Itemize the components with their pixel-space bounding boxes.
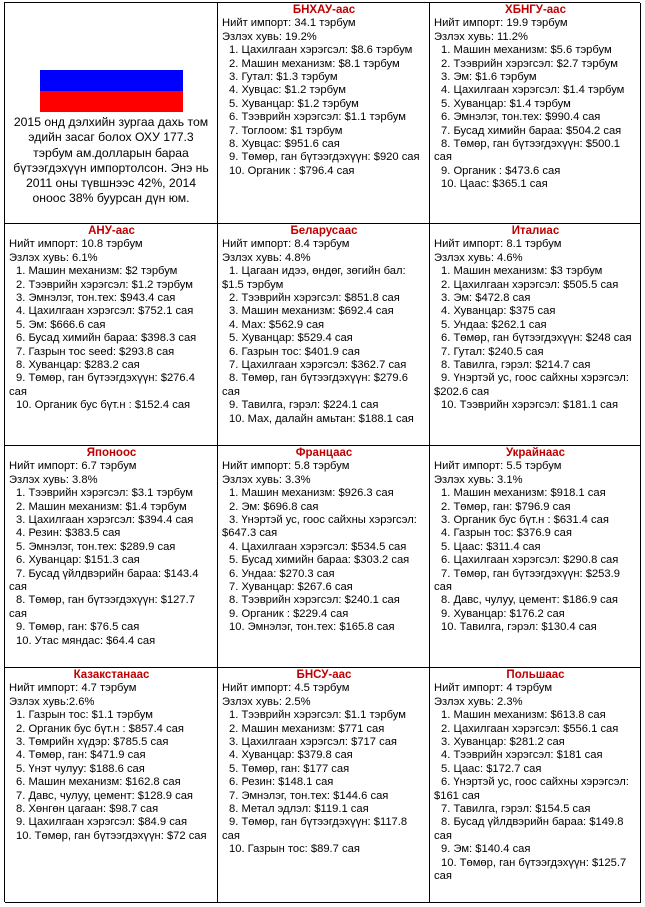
import-item-text: 3. Хуванцар: $281.2 сая bbox=[441, 736, 565, 749]
import-item-text: 8. Бусад үйлдвэрийн бараа: $149.8 сая bbox=[434, 816, 624, 842]
import-item-text: 8. Хувцас: $951.6 сая bbox=[229, 138, 340, 151]
import-item-text: 1. Машин механизм: $926.3 сая bbox=[229, 487, 394, 500]
import-item-text: 2. Тээврийн хэрэгсэл: $2.7 тэрбум bbox=[441, 57, 618, 70]
intro-text: 2015 онд дэлхийн зургаа дахь том эдийн засаг болох ОХУ 177.3 тэрбум ам.долларын бараа бүтээгдэхүүн импортолсон. Энэ нь 2011 оны түвшнээс 42%, 2014 оноос 38% буурсан дүн юм. bbox=[13, 115, 209, 206]
import-item bbox=[222, 71, 426, 84]
country-title: БНХАУ-аас bbox=[292, 4, 356, 16]
import-item-text: 7. Цахилгаан хэрэгсэл: $362.7 сая bbox=[229, 359, 407, 372]
import-item bbox=[222, 58, 426, 71]
import-item-text: 6. Тээврийн хэрэгсэл: $1.1 тэрбум bbox=[229, 111, 406, 124]
import-item-text: 8. Тээврийн хэрэгсэл: $240.1 сая bbox=[229, 594, 400, 607]
import-item-text: 6. Үнэртэй ус, гоос сайхны хэрэгсэл: $161 сая bbox=[434, 776, 629, 802]
country-cell bbox=[430, 446, 641, 668]
country-title: Польшаас bbox=[506, 669, 565, 681]
import-item bbox=[434, 608, 637, 621]
import-item bbox=[9, 332, 214, 345]
import-item bbox=[9, 399, 214, 412]
import-item-text: 6. Машин механизм: $162.8 сая bbox=[16, 776, 181, 789]
import-share: Эзлэх хувь: 4.8% bbox=[222, 251, 311, 264]
russia-flag-icon bbox=[40, 49, 183, 112]
import-table bbox=[4, 2, 640, 902]
import-item-text: 7. Тоглоом: $1 тэрбум bbox=[229, 124, 343, 137]
country-title: Японоос bbox=[86, 447, 137, 459]
import-item-text: 1. Машин механизм: $5.6 тэрбум bbox=[441, 44, 612, 57]
import-item bbox=[222, 111, 426, 124]
import-item-text: 7. Бусад үйлдвэрийн бараа: $143.4 сая bbox=[9, 567, 199, 594]
import-item bbox=[222, 292, 426, 305]
import-share: Эзлэх хувь:2.6% bbox=[9, 695, 95, 708]
import-item-text: 7. Хуванцар: $267.6 сая bbox=[229, 581, 353, 594]
total-import: Нийт импорт: 5.5 тэрбум bbox=[434, 460, 562, 473]
import-item bbox=[222, 413, 426, 426]
import-item bbox=[9, 790, 214, 803]
import-item bbox=[9, 763, 214, 776]
import-items-list bbox=[9, 487, 214, 648]
import-item bbox=[9, 372, 214, 399]
import-item-text: 6. Резин: $148.1 сая bbox=[229, 776, 334, 789]
import-item bbox=[434, 803, 637, 816]
import-item-text: 7. Газрын тос seed: $293.8 сая bbox=[16, 345, 175, 358]
import-item bbox=[434, 541, 637, 554]
import-item bbox=[434, 178, 637, 191]
import-item bbox=[222, 541, 426, 554]
import-item-text: 2. Эм: $696.8 сая bbox=[229, 500, 319, 513]
import-share: Эзлэх хувь: 6.1% bbox=[9, 251, 98, 264]
import-item-text: 4. Цахилгаан хэрэгсэл: $534.5 сая bbox=[229, 540, 407, 553]
import-items-list bbox=[434, 265, 637, 412]
import-item-text: 10. Газрын тос: $89.7 сая bbox=[229, 843, 360, 856]
import-item bbox=[9, 830, 214, 843]
import-item bbox=[222, 763, 426, 776]
import-item bbox=[434, 776, 637, 803]
import-item-text: 4. Хуванцар: $379.8 сая bbox=[229, 749, 353, 762]
import-item bbox=[9, 319, 214, 332]
import-item-text: 8. Төмөр, ган бүтээгдэхүүн: $127.7 сая bbox=[9, 594, 195, 620]
import-item bbox=[9, 527, 214, 540]
country-title: Казакстанаас bbox=[73, 669, 150, 681]
import-item bbox=[222, 554, 426, 567]
import-item bbox=[9, 305, 214, 318]
import-item bbox=[434, 763, 637, 776]
import-item bbox=[222, 372, 426, 399]
import-item-text: 10. Органик бус бүт.н : $152.4 сая bbox=[16, 399, 191, 412]
import-item-text: 1. Машин механизм: $2 тэрбум bbox=[16, 265, 178, 278]
import-item-text: 10. Органик : $796.4 сая bbox=[229, 164, 355, 177]
country-cell bbox=[5, 446, 218, 668]
import-item-text: 4. Цахилгаан хэрэгсэл: $1.4 тэрбум bbox=[441, 84, 625, 97]
import-item bbox=[434, 568, 637, 595]
import-items-list bbox=[222, 44, 426, 178]
import-item bbox=[434, 332, 637, 345]
import-item bbox=[9, 776, 214, 789]
import-item-text: 1. Газрын тос: $1.1 тэрбум bbox=[16, 709, 153, 722]
import-item-text: 2. Машин механизм: $1.4 тэрбум bbox=[16, 500, 187, 513]
import-item bbox=[222, 581, 426, 594]
import-item-text: 9. Цахилгаан хэрэгсэл: $84.9 сая bbox=[16, 816, 188, 829]
import-item-text: 9. Органик : $473.6 сая bbox=[441, 164, 561, 177]
import-item-text: 4. Газрын тос: $376.9 сая bbox=[441, 527, 572, 540]
import-item-text: 5. Хуванцар: $1.4 тэрбум bbox=[441, 97, 571, 110]
import-item bbox=[222, 594, 426, 607]
import-item-text: 1. Тээврийн хэрэгсэл: $3.1 тэрбум bbox=[16, 487, 193, 500]
total-import: Нийт импорт: 4.7 тэрбум bbox=[9, 682, 137, 695]
import-item-text: 5. Ундаа: $262.1 сая bbox=[441, 318, 547, 331]
import-item bbox=[222, 749, 426, 762]
import-item-text: 7. Тавилга, гэрэл: $154.5 сая bbox=[441, 803, 591, 816]
import-item bbox=[222, 514, 426, 541]
import-item bbox=[434, 501, 637, 514]
total-import: Нийт импорт: 19.9 тэрбум bbox=[434, 17, 568, 30]
import-item bbox=[434, 346, 637, 359]
import-item-text: 4. Тээврийн хэрэгсэл: $181 сая bbox=[441, 749, 603, 762]
import-item-text: 4. Төмөр, ган: $471.9 сая bbox=[16, 749, 146, 762]
import-share: Эзлэх хувь: 3.3% bbox=[222, 473, 311, 486]
import-item bbox=[222, 776, 426, 789]
import-item-text: 3. Машин механизм: $692.4 сая bbox=[229, 305, 394, 318]
import-item-text: 5. Цаас: $172.7 сая bbox=[441, 762, 542, 775]
import-share: Эзлэх хувь: 19.2% bbox=[222, 30, 317, 43]
country-cell bbox=[430, 224, 641, 446]
import-item-text: 9. Үнэртэй ус, гоос сайхны хэрэгсэл: $202.6 сая bbox=[434, 372, 629, 398]
total-import: Нийт импорт: 8.4 тэрбум bbox=[222, 238, 350, 251]
import-share: Эзлэх хувь: 3.8% bbox=[9, 473, 98, 486]
import-item bbox=[9, 487, 214, 500]
import-item bbox=[434, 359, 637, 372]
import-item bbox=[434, 843, 637, 856]
import-item bbox=[9, 709, 214, 722]
import-item-text: 2. Тээврийн хэрэгсэл: $851.8 сая bbox=[229, 292, 400, 305]
import-item bbox=[222, 151, 426, 164]
import-item-text: 9. Хуванцар: $176.2 сая bbox=[441, 607, 565, 620]
import-item bbox=[222, 84, 426, 97]
import-share: Эзлэх хувь: 2.3% bbox=[434, 695, 523, 708]
import-item-text: 9. Төмөр, ган бүтээгдэхүүн: $276.4 сая bbox=[9, 372, 195, 398]
import-item bbox=[222, 265, 426, 292]
import-item-text: 5. Үнэт чулуу: $188.6 сая bbox=[16, 762, 145, 775]
import-item-text: 8. Метал эдлэл: $119.1 сая bbox=[229, 803, 369, 816]
import-items-list bbox=[9, 265, 214, 412]
total-import: Нийт импорт: 4.5 тэрбум bbox=[222, 682, 350, 695]
import-item bbox=[9, 816, 214, 829]
import-item bbox=[222, 709, 426, 722]
import-item-text: 3. Эм: $472.8 сая bbox=[441, 292, 531, 305]
import-item-text: 8. Төмөр, ган бүтээгдэхүүн: $279.6 сая bbox=[222, 372, 408, 398]
import-item-text: 1. Цахилгаан хэрэгсэл: $8.6 тэрбум bbox=[229, 44, 413, 57]
import-item bbox=[434, 138, 637, 165]
import-item-text: 10. Мах, далайн амьтан: $188.1 сая bbox=[229, 412, 414, 425]
import-item-text: 3. Цахилгаан хэрэгсэл: $717 сая bbox=[229, 736, 397, 749]
import-item bbox=[222, 487, 426, 500]
import-item-text: 1. Тээврийн хэрэгсэл: $1.1 тэрбум bbox=[229, 709, 406, 722]
import-item-text: 6. Бусад химийн бараа: $398.3 сая bbox=[16, 332, 197, 345]
import-share: Эзлэх хувь: 3.1% bbox=[434, 473, 523, 486]
import-item-text: 9. Төмөр, ган: $76.5 сая bbox=[16, 621, 140, 634]
country-title: ХБНГУ-аас bbox=[505, 4, 566, 16]
import-item-text: 4. Хуванцар: $375 сая bbox=[441, 305, 556, 318]
import-item-text: 6. Эмнэлэг, тон.тех: $990.4 сая bbox=[441, 111, 601, 124]
import-item-text: 4. Мах: $562.9 сая bbox=[229, 318, 325, 331]
import-item bbox=[9, 568, 214, 595]
total-import: Нийт импорт: 34.1 тэрбум bbox=[222, 17, 356, 30]
import-item-text: 5. Цаас: $311.4 сая bbox=[441, 540, 541, 553]
import-item bbox=[434, 58, 637, 71]
import-item bbox=[222, 138, 426, 151]
import-item-text: 1. Машин механизм: $3 тэрбум bbox=[441, 265, 603, 278]
import-item bbox=[434, 125, 637, 138]
import-item bbox=[434, 857, 637, 884]
import-item bbox=[9, 635, 214, 648]
import-share: Эзлэх хувь: 11.2% bbox=[434, 30, 528, 43]
import-item-text: 7. Гутал: $240.5 сая bbox=[441, 345, 544, 358]
import-item-text: 2. Органик бус бүт.н : $857.4 сая bbox=[16, 722, 184, 735]
import-item bbox=[434, 514, 637, 527]
import-items-list bbox=[222, 709, 426, 856]
import-item bbox=[222, 346, 426, 359]
import-items-list bbox=[222, 265, 426, 426]
country-cell bbox=[5, 224, 218, 446]
import-item bbox=[434, 98, 637, 111]
import-item-text: 3. Эмнэлэг, тон.тех: $943.4 сая bbox=[16, 292, 176, 305]
import-item-text: 8. Тавилга, гэрэл: $214.7 сая bbox=[441, 359, 591, 372]
import-item bbox=[434, 594, 637, 607]
import-item-text: 9. Төмөр, ган бүтээгдэхүүн: $117.8 сая bbox=[222, 816, 408, 842]
import-item bbox=[9, 279, 214, 292]
total-import: Нийт импорт: 10.8 тэрбум bbox=[9, 238, 143, 251]
import-item-text: 5. Хуванцар: $529.4 сая bbox=[229, 332, 353, 345]
import-item-text: 7. Бусад химийн бараа: $504.2 сая bbox=[441, 124, 622, 137]
country-cell bbox=[430, 668, 641, 903]
import-item bbox=[434, 487, 637, 500]
import-item bbox=[222, 790, 426, 803]
import-item-text: 2. Машин механизм: $771 сая bbox=[229, 722, 385, 735]
country-cell bbox=[218, 446, 430, 668]
import-item-text: 7. Төмөр, ган бүтээгдэхүүн: $253.9 сая bbox=[434, 567, 620, 594]
import-item bbox=[9, 359, 214, 372]
import-item bbox=[9, 346, 214, 359]
import-item-text: 1. Цагаан идээ, өндөг, зөгийн бал: $1.5 тэрбум bbox=[222, 265, 406, 291]
import-item bbox=[222, 125, 426, 138]
import-item bbox=[434, 709, 637, 722]
total-import: Нийт импорт: 8.1 тэрбум bbox=[434, 238, 562, 251]
import-item-text: 10. Цаас: $365.1 сая bbox=[441, 178, 548, 191]
import-item-text: 8. Хөнгөн цагаан: $98.7 сая bbox=[16, 803, 159, 816]
country-cell bbox=[218, 224, 430, 446]
total-import: Нийт импорт: 4 тэрбум bbox=[434, 682, 553, 695]
import-item bbox=[9, 621, 214, 634]
import-item-text: 6. Төмөр, ган бүтээгдэхүүн: $248 сая bbox=[441, 332, 632, 345]
import-item bbox=[434, 749, 637, 762]
import-item-text: 10. Төмөр, ган бүтээгдэхүүн: $125.7 сая bbox=[434, 856, 627, 883]
import-item bbox=[222, 165, 426, 178]
import-item-text: 2. Цахилгаан хэрэгсэл: $505.5 сая bbox=[441, 278, 619, 291]
import-item-text: 8. Төмөр, ган бүтээгдэхүүн: $500.1 сая bbox=[434, 138, 620, 164]
import-item-text: 1. Машин механизм: $613.8 сая bbox=[441, 709, 606, 722]
import-item bbox=[222, 736, 426, 749]
import-item bbox=[434, 816, 637, 843]
import-item bbox=[9, 514, 214, 527]
import-item-text: 6. Газрын тос: $401.9 сая bbox=[229, 345, 360, 358]
import-item-text: 8. Хуванцар: $283.2 сая bbox=[16, 359, 140, 372]
import-item bbox=[434, 621, 637, 634]
import-share: Эзлэх хувь: 2.5% bbox=[222, 695, 311, 708]
import-item bbox=[222, 359, 426, 372]
import-item bbox=[222, 44, 426, 57]
import-item bbox=[9, 541, 214, 554]
import-item-text: 10. Эмнэлэг, тон.тех: $165.8 сая bbox=[229, 621, 395, 634]
import-item-text: 2. Цахилгаан хэрэгсэл: $556.1 сая bbox=[441, 722, 619, 735]
import-item bbox=[434, 71, 637, 84]
import-item bbox=[434, 527, 637, 540]
country-cell bbox=[218, 668, 430, 903]
import-item-text: 8. Давс, чулуу, цемент: $186.9 сая bbox=[441, 594, 618, 607]
import-item bbox=[222, 319, 426, 332]
import-item bbox=[434, 265, 637, 278]
import-item-text: 9. Эм: $140.4 сая bbox=[441, 843, 531, 856]
import-item-text: 6. Хуванцар: $151.3 сая bbox=[16, 554, 140, 567]
import-item-text: 3. Эм: $1.6 тэрбум bbox=[441, 71, 537, 84]
country-title: БНСУ-аас bbox=[296, 669, 352, 681]
import-item-text: 5. Хуванцар: $1.2 тэрбум bbox=[229, 97, 359, 110]
import-items-list bbox=[434, 487, 637, 634]
import-item-text: 3. Органик бус бүт.н : $631.4 сая bbox=[441, 514, 609, 527]
import-item-text: 7. Эмнэлэг, тон.тех: $144.6 сая bbox=[229, 789, 389, 802]
import-item-text: 3. Цахилгаан хэрэгсэл: $394.4 сая bbox=[16, 514, 194, 527]
import-item bbox=[222, 816, 426, 843]
import-item-text: 6. Ундаа: $270.3 сая bbox=[229, 567, 335, 580]
country-cell bbox=[5, 668, 218, 903]
import-item-text: 4. Хувцас: $1.2 тэрбум bbox=[229, 84, 346, 97]
import-item-text: 6. Цахилгаан хэрэгсэл: $290.8 сая bbox=[441, 554, 619, 567]
import-item bbox=[434, 319, 637, 332]
import-item bbox=[222, 98, 426, 111]
import-item bbox=[434, 372, 637, 399]
import-item-text: 2. Тээврийн хэрэгсэл: $1.2 тэрбум bbox=[16, 278, 193, 291]
import-item bbox=[9, 265, 214, 278]
import-item bbox=[434, 723, 637, 736]
country-title: Францаас bbox=[295, 447, 353, 459]
import-item-text: 4. Резин: $383.5 сая bbox=[16, 527, 121, 540]
country-cell bbox=[218, 3, 430, 224]
import-share: Эзлэх хувь: 4.6% bbox=[434, 251, 523, 264]
import-item bbox=[9, 803, 214, 816]
import-item bbox=[222, 803, 426, 816]
import-item bbox=[222, 501, 426, 514]
import-item bbox=[9, 554, 214, 567]
import-item-text: 5. Төмөр, ган: $177 сая bbox=[229, 762, 350, 775]
import-item bbox=[434, 84, 637, 97]
import-item-text: 5. Эм: $666.6 сая bbox=[16, 318, 106, 331]
import-item bbox=[434, 279, 637, 292]
intro-cell bbox=[5, 3, 218, 224]
import-item-text: 7. Давс, чулуу, цемент: $128.9 сая bbox=[16, 789, 193, 802]
import-item bbox=[9, 594, 214, 621]
import-item bbox=[434, 292, 637, 305]
import-item bbox=[222, 621, 426, 634]
import-item bbox=[434, 111, 637, 124]
import-item bbox=[434, 44, 637, 57]
import-item-text: 5. Эмнэлэг, тон.тех: $289.9 сая bbox=[16, 540, 176, 553]
import-item-text: 3. Үнэртэй ус, гоос сайхны хэрэгсэл: $647.3 сая bbox=[222, 514, 417, 540]
import-items-list bbox=[434, 709, 637, 883]
import-item bbox=[222, 568, 426, 581]
import-item bbox=[222, 399, 426, 412]
total-import: Нийт импорт: 6.7 тэрбум bbox=[9, 460, 137, 473]
import-item bbox=[9, 501, 214, 514]
import-item bbox=[9, 723, 214, 736]
import-item bbox=[222, 305, 426, 318]
import-item bbox=[434, 554, 637, 567]
import-item-text: 10. Утас мяндас: $64.4 сая bbox=[16, 634, 156, 647]
import-item bbox=[222, 332, 426, 345]
country-title: Украйнаас bbox=[505, 447, 566, 459]
import-item-text: 10. Тавилга, гэрэл: $130.4 сая bbox=[441, 621, 597, 634]
import-item-text: 9. Органик : $229.4 сая bbox=[229, 607, 349, 620]
import-items-list bbox=[9, 709, 214, 843]
import-items-list bbox=[222, 487, 426, 634]
import-item bbox=[9, 736, 214, 749]
country-cell bbox=[430, 3, 641, 224]
import-item-text: 9. Тавилга, гэрэл: $224.1 сая bbox=[229, 399, 379, 412]
import-item-text: 2. Машин механизм: $8.1 тэрбум bbox=[229, 57, 400, 70]
import-item bbox=[222, 843, 426, 856]
import-item bbox=[434, 305, 637, 318]
import-item-text: 9. Төмөр, ган бүтээгдэхүүн: $920 сая bbox=[229, 151, 420, 164]
import-item bbox=[434, 736, 637, 749]
import-item bbox=[222, 608, 426, 621]
import-item-text: 2. Төмөр, ган: $796.9 сая bbox=[441, 500, 571, 513]
import-item-text: 3. Төмрийн хүдэр: $785.5 сая bbox=[16, 736, 169, 749]
import-item bbox=[434, 399, 637, 412]
import-item-text: 5. Бусад химийн бараа: $303.2 сая bbox=[229, 554, 410, 567]
country-title: АНУ-аас bbox=[88, 225, 135, 237]
import-item bbox=[434, 165, 637, 178]
import-items-list bbox=[434, 44, 637, 191]
import-item bbox=[9, 749, 214, 762]
import-item-text: 1. Машин механизм: $918.1 сая bbox=[441, 487, 606, 500]
import-item-text: 10. Тээврийн хэрэгсэл: $181.1 сая bbox=[441, 399, 619, 412]
import-item-text: 10. Төмөр, ган бүтээгдэхүүн: $72 сая bbox=[16, 829, 207, 842]
country-title: Беларусаас bbox=[290, 225, 358, 237]
import-item bbox=[222, 723, 426, 736]
import-item-text: 4. Цахилгаан хэрэгсэл: $752.1 сая bbox=[16, 305, 194, 318]
import-item bbox=[9, 292, 214, 305]
import-item-text: 3. Гутал: $1.3 тэрбум bbox=[229, 71, 338, 84]
total-import: Нийт импорт: 5.8 тэрбум bbox=[222, 460, 350, 473]
country-title: Италиас bbox=[511, 225, 560, 237]
